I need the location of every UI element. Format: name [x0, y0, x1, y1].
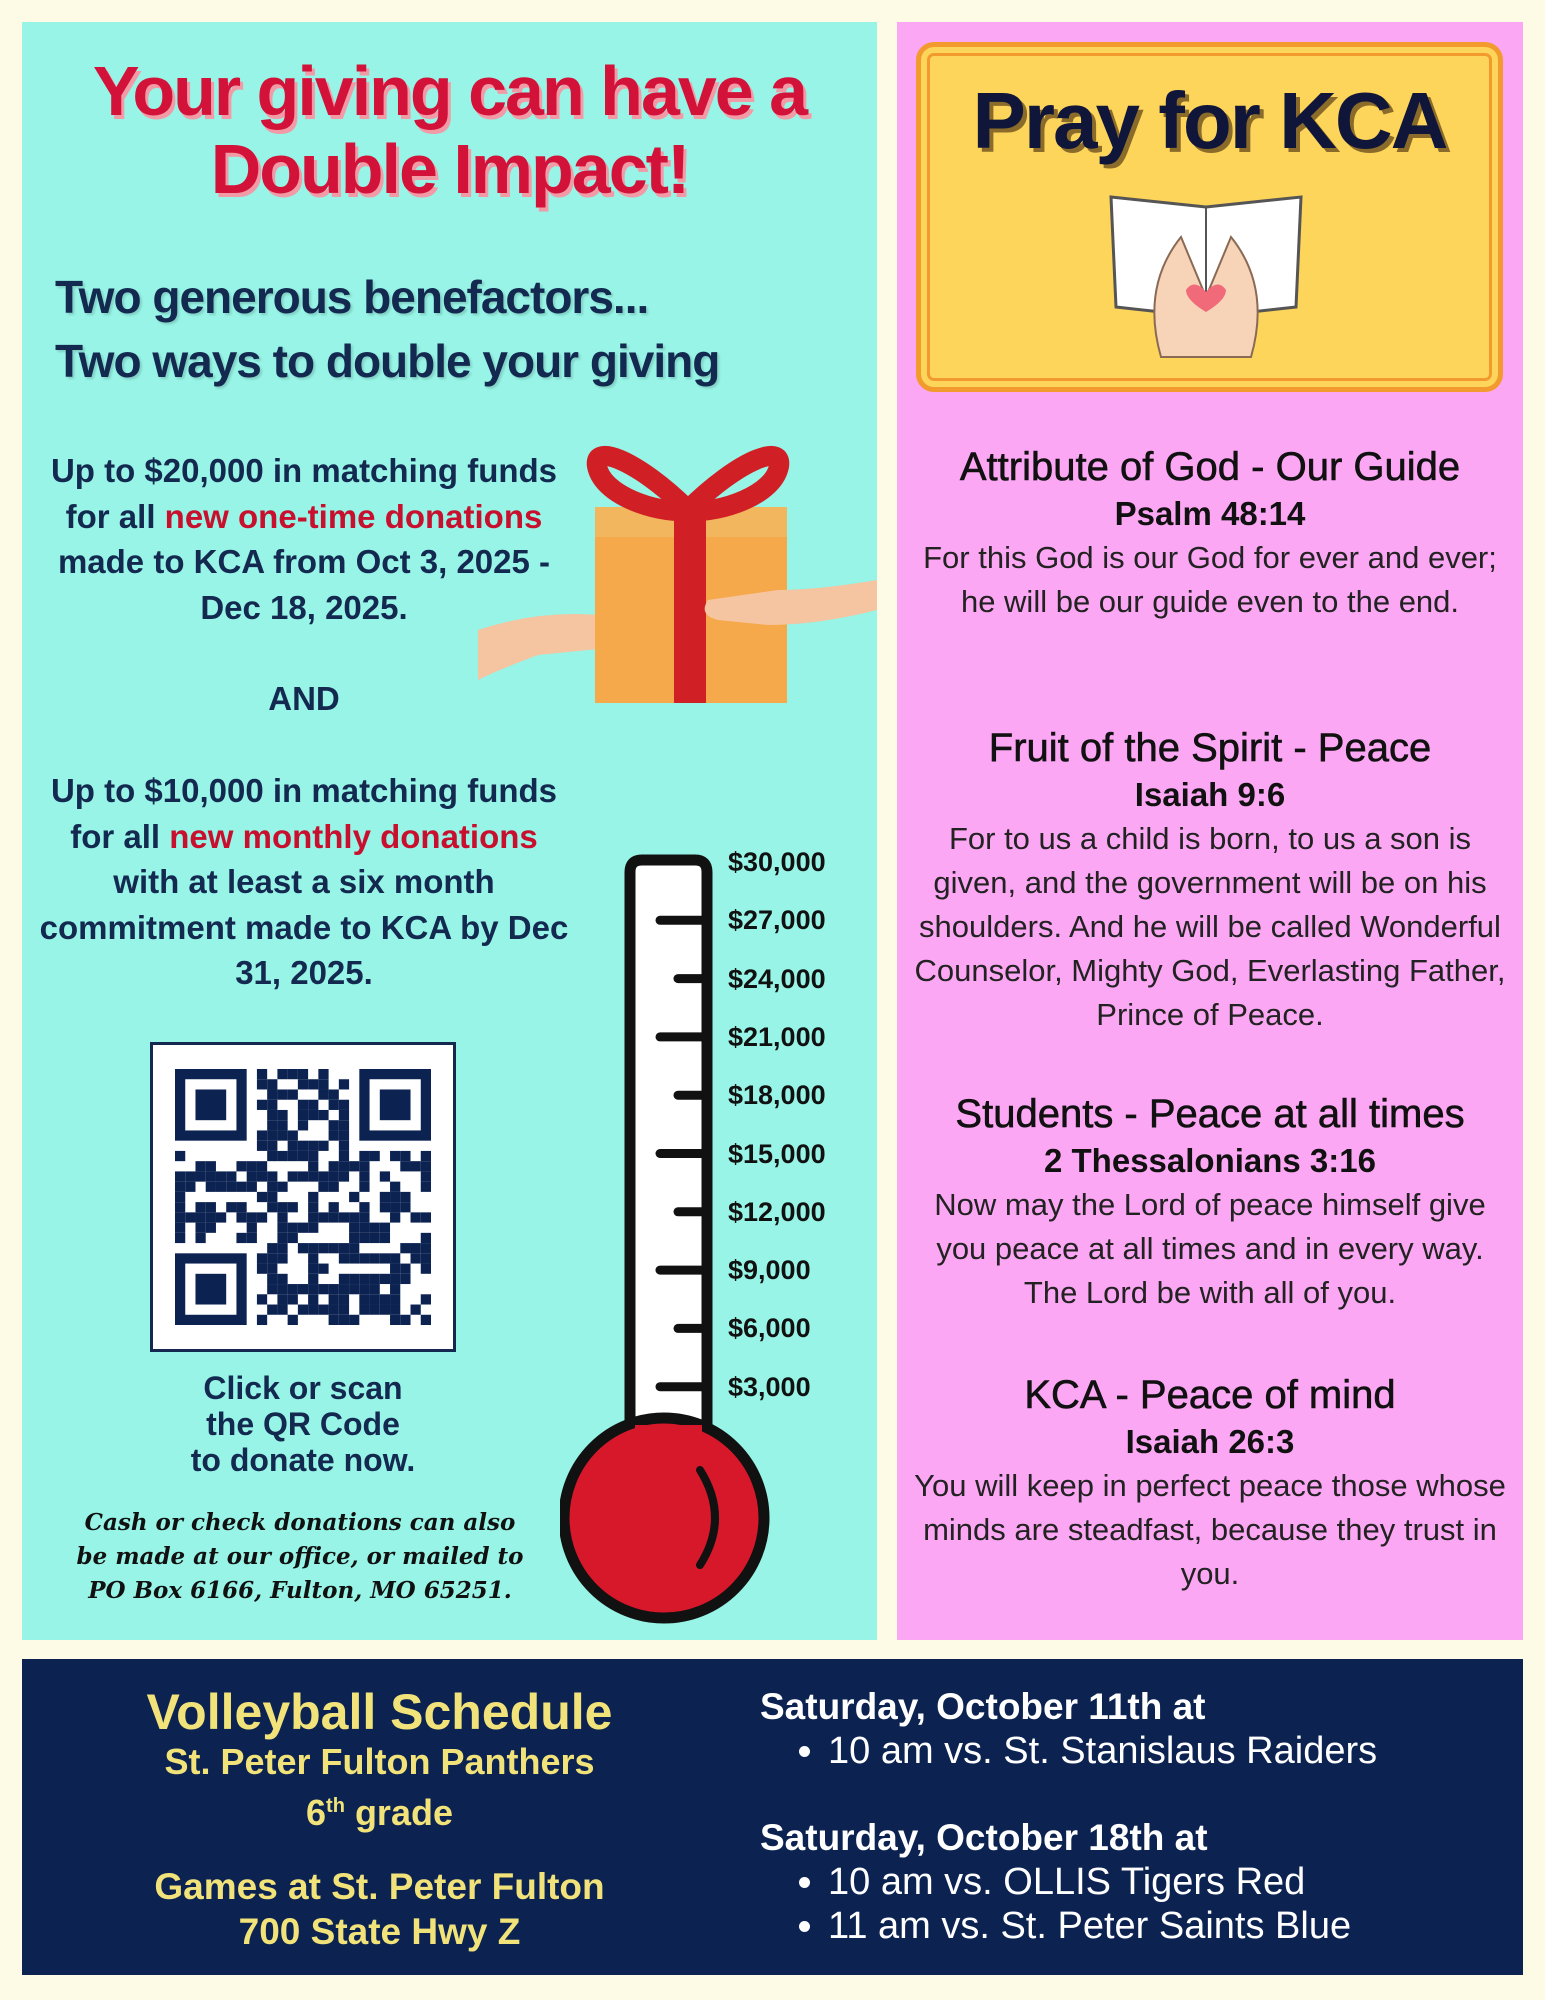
scripture-reference: Isaiah 26:3: [1125, 1423, 1295, 1460]
prayer-section: [897, 1370, 1523, 1596]
subheadline: [55, 265, 719, 393]
grade-word: grade: [344, 1792, 453, 1833]
schedule-title: Volleyball Schedule: [146, 1684, 613, 1740]
headline-line: Double Impact!: [210, 130, 689, 208]
prayer-section: [897, 442, 1523, 624]
scripture-reference: 2 Thessalonians 3:16: [1044, 1142, 1376, 1179]
game-item: • 10 am vs. OLLIS Tigers Red: [828, 1860, 1351, 1904]
scripture-reference: Psalm 48:14: [1114, 495, 1306, 532]
schedule-day: [760, 1685, 1377, 1773]
gift-handoff-illustration: [478, 440, 877, 740]
day-label: Saturday, October 18th at: [760, 1817, 1208, 1858]
game-item: • 11 am vs. St. Peter Saints Blue: [828, 1904, 1351, 1948]
offer-text: Up to $10,000 in matching funds for all: [50, 772, 558, 855]
schedule-day: [760, 1816, 1351, 1948]
thermometer-tick-label: $27,000: [728, 905, 826, 936]
thermometer-tick-label: $6,000: [728, 1313, 811, 1344]
scripture-text: You will keep in perfect peace those whose minds are steadfast, because they trust in you.: [914, 1468, 1506, 1591]
subheadline-line: Two generous benefactors...: [55, 271, 649, 323]
offer-text: with at least a six month commitment made to KCA by Dec 31, 2025.: [39, 863, 569, 991]
thermometer-tick-label: $15,000: [728, 1138, 826, 1169]
qr-caption-line: the QR Code: [206, 1406, 400, 1442]
thermometer-tick-label: $24,000: [728, 963, 826, 994]
headline-line: Your giving can have a: [92, 52, 807, 130]
qr-caption[interactable]: [150, 1370, 456, 1478]
thermometer-tick-label: $21,000: [728, 1021, 826, 1052]
note-line: be made at our office, or mailed to: [76, 1543, 524, 1570]
bible-praying-hands-icon: [1101, 187, 1321, 367]
thermometer-tick-label: $3,000: [728, 1371, 811, 1402]
prayer-section: [897, 723, 1523, 1037]
day-label: Saturday, October 11th at: [760, 1686, 1206, 1727]
note-line: Cash or check donations can also: [84, 1509, 516, 1536]
grade-label: [22, 1784, 737, 1835]
pray-title: Pray for KCA: [972, 76, 1447, 165]
venue: [22, 1864, 737, 1954]
prayer-heading: KCA - Peace of mind: [1024, 1373, 1396, 1417]
offer-highlight: new monthly donations: [169, 817, 538, 855]
scripture-reference: Isaiah 9:6: [1134, 776, 1286, 813]
scripture-text: Now may the Lord of peace himself give you peace at all times and in every way. The Lord be with all of you.: [934, 1187, 1486, 1310]
prayer-heading: Students - Peace at all times: [955, 1092, 1465, 1136]
venue-address: 700 State Hwy Z: [238, 1911, 521, 1952]
offer-highlight: new one-time donations: [164, 497, 543, 535]
scripture-text: For this God is our God for ever and ever; he will be our guide even to the end.: [923, 540, 1497, 619]
pray-for-kca-banner: [916, 42, 1503, 392]
offer-text: made to KCA from Oct 3, 2025 - Dec 18, 2025.: [57, 543, 551, 626]
grade-suffix: th: [326, 1795, 345, 1817]
scripture-text: For to us a child is born, to us a son is given, and the government will be on his shoulders. And he will be called Wonderful Counselor, Mighty God, Everlasting Father, Prince of Peace.: [914, 821, 1506, 1032]
headline: [22, 52, 877, 208]
offer-monthly: [34, 768, 574, 996]
team-name: St. Peter Fulton Panthers: [164, 1741, 595, 1782]
thermometer-tick-label: $18,000: [728, 1080, 826, 1111]
thermometer-tick-label: $30,000: [728, 847, 826, 877]
venue-name: Games at St. Peter Fulton: [154, 1866, 605, 1907]
game-item: • 10 am vs. St. Stanislaus Raiders: [828, 1729, 1377, 1773]
grade-number: 6: [306, 1792, 327, 1833]
note-line: PO Box 6166, Fulton, MO 65251.: [88, 1577, 512, 1604]
qr-code-pattern-icon: [175, 1067, 431, 1327]
qr-caption-line: to donate now.: [190, 1442, 416, 1478]
and-label: AND: [268, 680, 340, 717]
prayer-section: [897, 1089, 1523, 1315]
thermometer-tick-label: $12,000: [728, 1196, 826, 1227]
donate-qr-code[interactable]: [150, 1042, 456, 1352]
thermometer-tick-label: $9,000: [728, 1255, 811, 1286]
offer-text: Up to $20,000 in matching funds for all: [50, 452, 558, 535]
subheadline-line: Two ways to double your giving: [55, 335, 720, 387]
prayer-heading: Fruit of the Spirit - Peace: [988, 726, 1432, 770]
qr-caption-line: Click or scan: [203, 1370, 403, 1406]
mail-donation-note: [40, 1506, 560, 1608]
prayer-heading: Attribute of God - Our Guide: [959, 445, 1461, 489]
